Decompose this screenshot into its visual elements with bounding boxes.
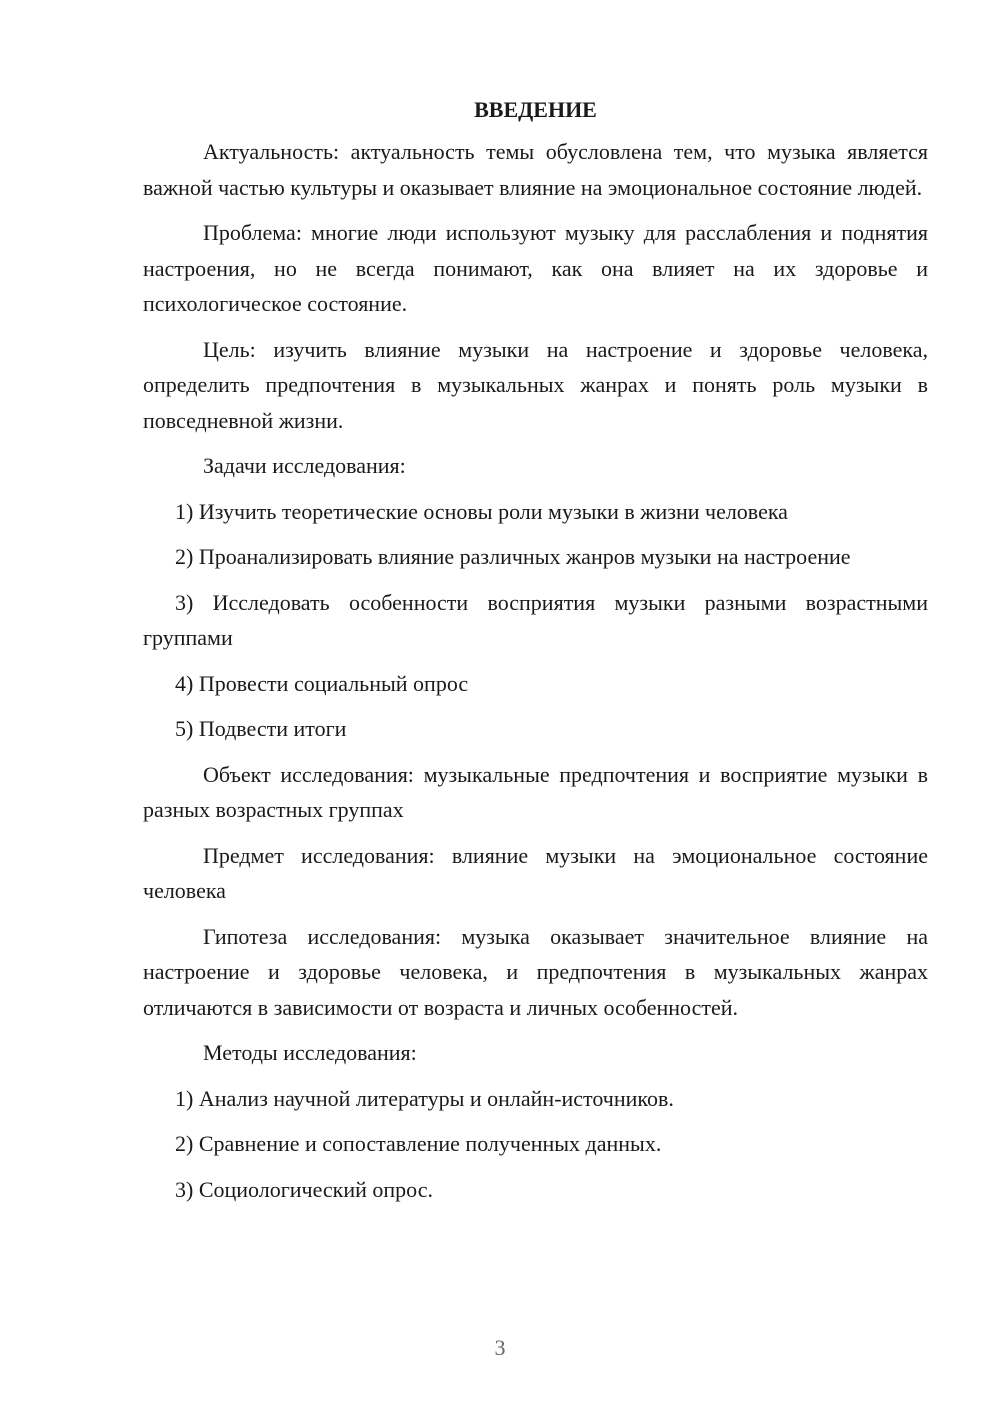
task-item: 4) Провести социальный опрос: [175, 670, 469, 696]
object-paragraph: Объект исследования: музыкальные предпочтения и восприятие музыки в разных возрастных группах: [143, 761, 928, 822]
task-item: 1) Изучить теоретические основы роли музыки в жизни человека: [175, 498, 788, 524]
task-item: 5) Подвести итоги: [175, 716, 347, 741]
hypothesis-paragraph: Гипотеза исследования: музыка оказывает значительное влияние на настроение и здоровье человека, и предпочтения в музыкальных жанрах отличаются в зависимости от возраста и личных особенностей.: [143, 923, 928, 1020]
methods-heading: Методы исследования:: [203, 1040, 417, 1065]
relevance-paragraph: Актуальность: актуальность темы обусловлена тем, что музыка является важной частью культуры и оказывает влияние на эмоциональное состояние людей.: [143, 139, 928, 200]
goal-paragraph: Цель: изучить влияние музыки на настроение и здоровье человека, определить предпочтения в музыкальных жанрах и понять роль музыки в повседневной жизни.: [143, 336, 928, 433]
method-item: 2) Сравнение и сопоставление полученных данных.: [175, 1131, 662, 1156]
subject-paragraph: Предмет исследования: влияние музыки на эмоциональное состояние человека: [143, 842, 928, 903]
section-heading: ВВЕДЕНИЕ: [474, 97, 597, 122]
problem-paragraph: Проблема: многие люди используют музыку для расслабления и поднятия настроения, но не всегда понимают, как она влияет на их здоровье и психологическое состояние.: [143, 220, 928, 316]
task-item: 3) Исследовать особенности восприятия музыки разными возрастными группами: [143, 589, 928, 650]
tasks-heading: Задачи исследования:: [203, 453, 406, 478]
method-item: 1) Анализ научной литературы и онлайн-источников.: [175, 1085, 674, 1111]
task-item: 2) Проанализировать влияние различных жанров музыки на настроение: [175, 544, 851, 569]
document-page: [143, 92, 928, 1217]
method-item: 3) Социологический опрос.: [175, 1176, 433, 1202]
page-number: 3: [494, 1335, 506, 1360]
